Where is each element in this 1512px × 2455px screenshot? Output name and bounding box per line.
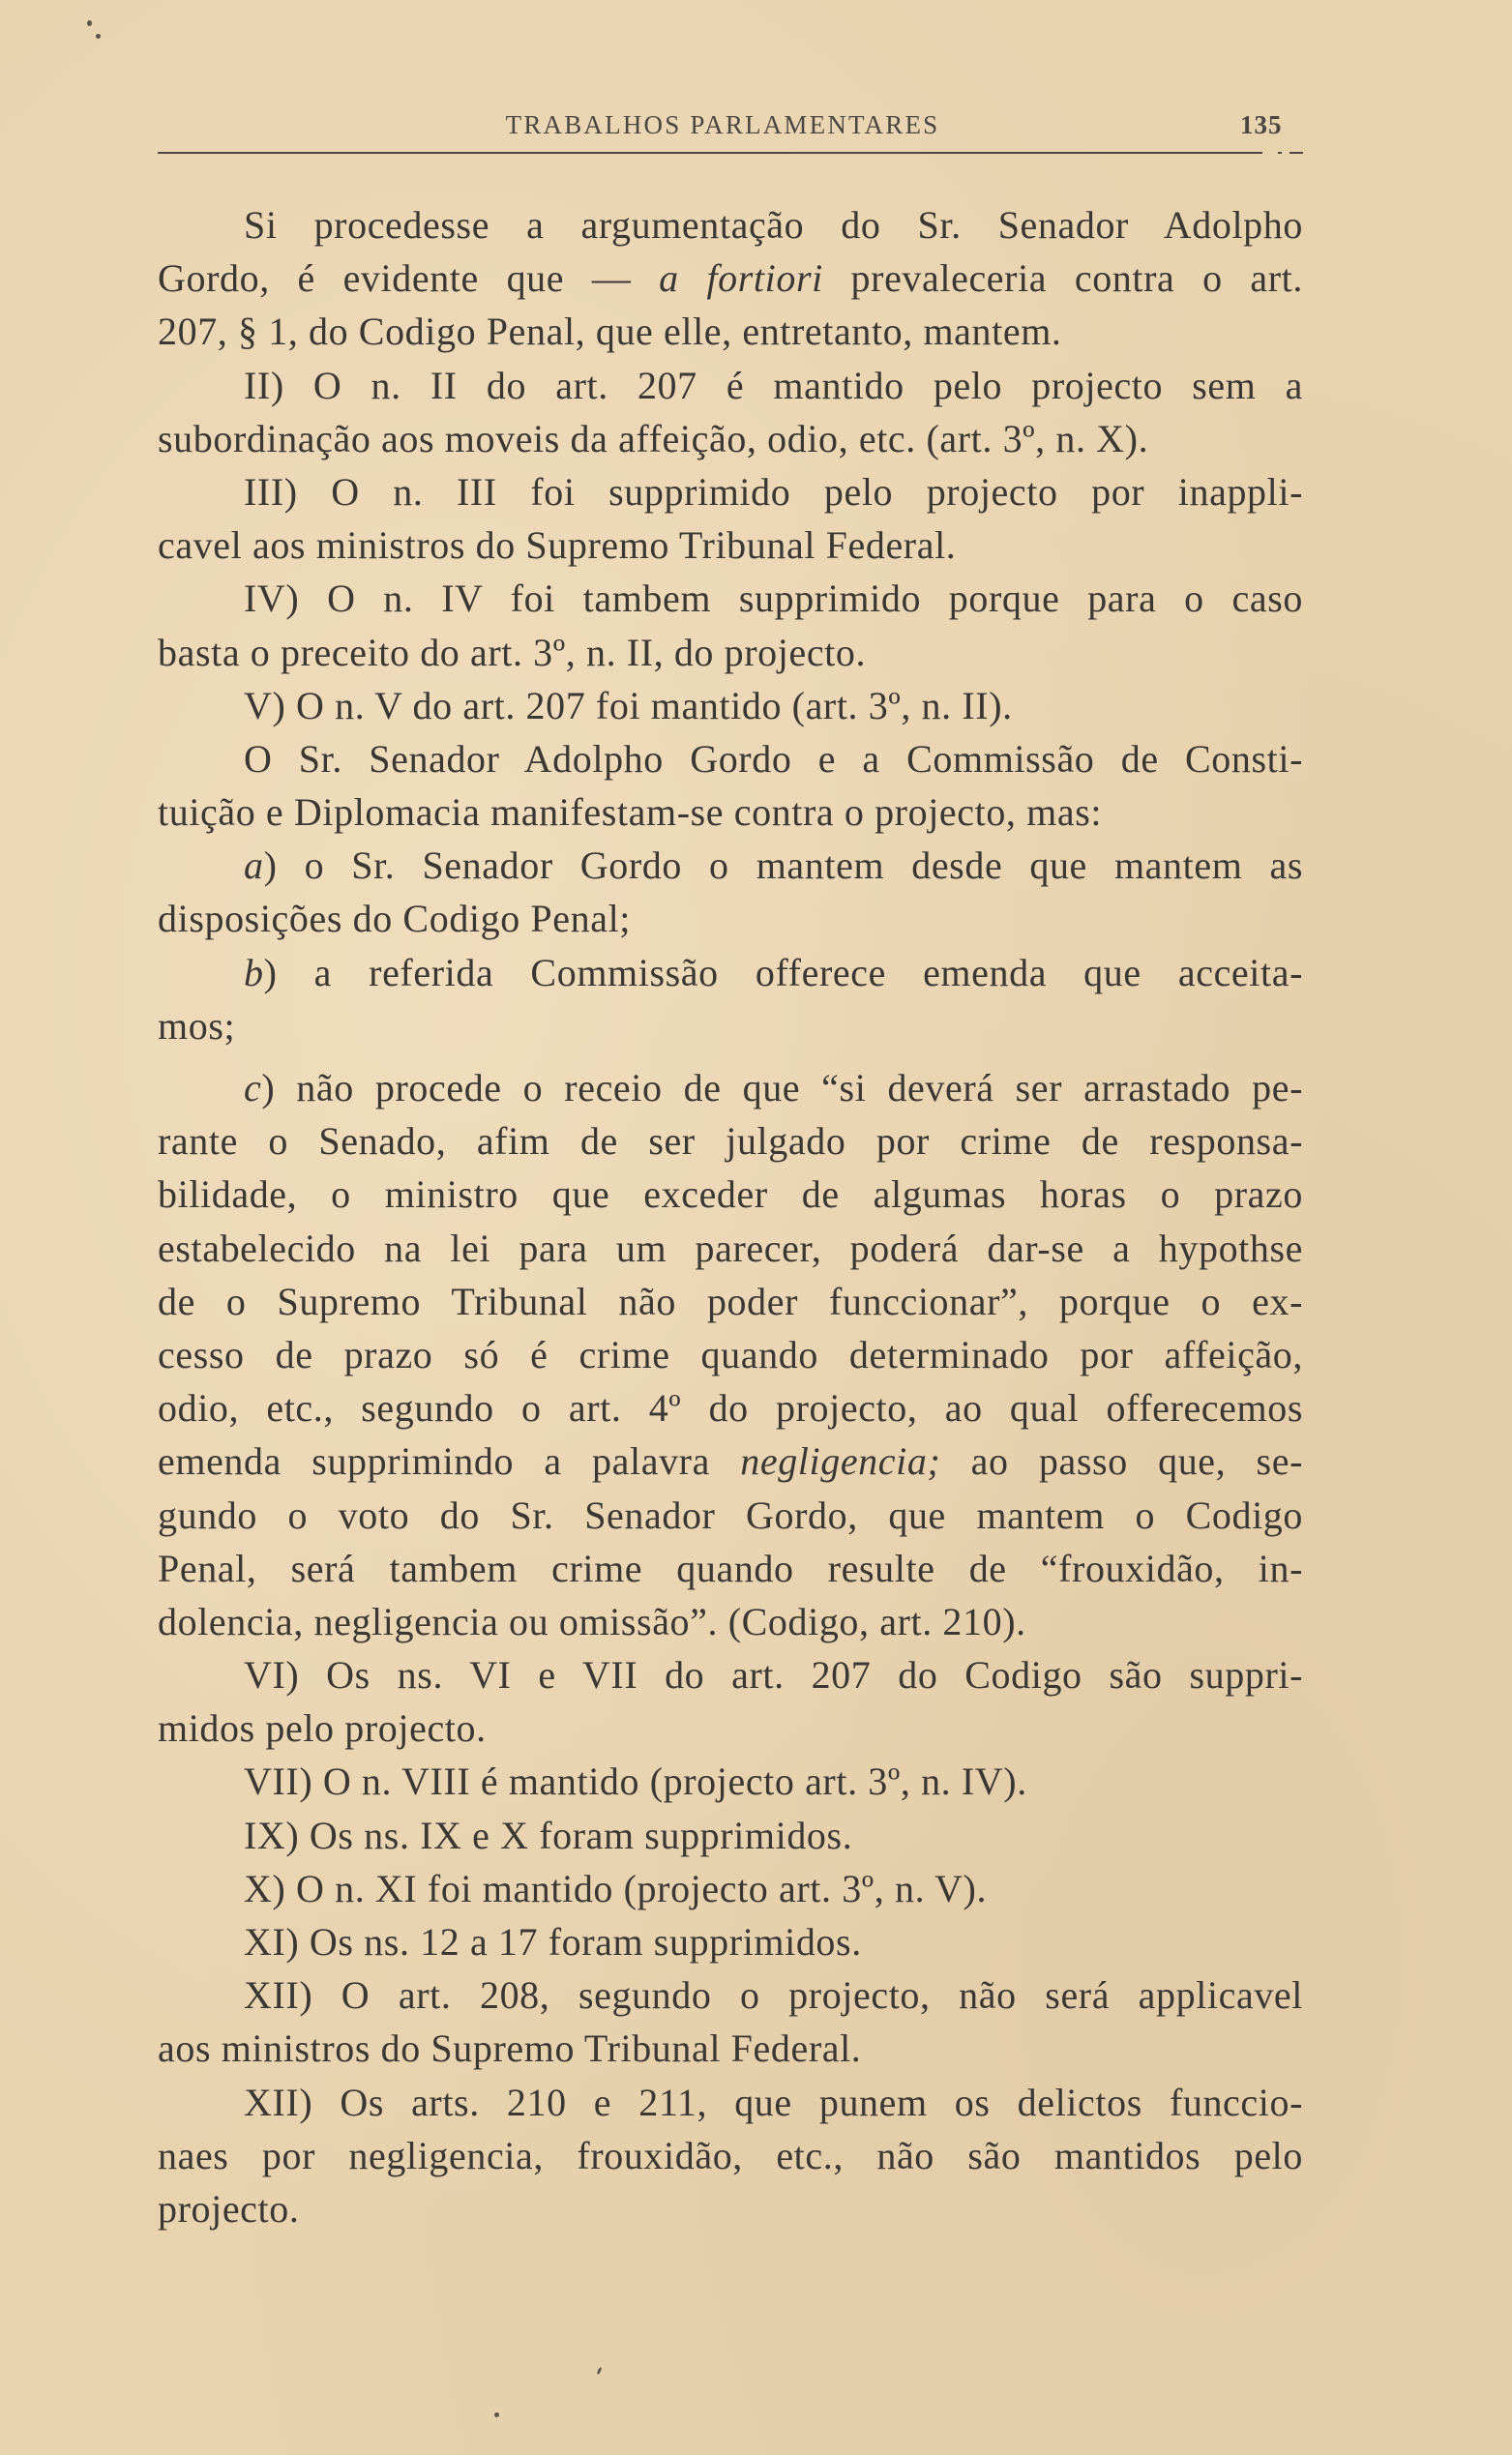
text-line — [158, 1275, 1303, 1328]
running-header — [158, 104, 1303, 147]
text-run: O Sr. Senador Adolpho Gordo e a Commissão de Consti- — [244, 736, 1303, 781]
italic-text: a — [244, 843, 264, 888]
paragraph — [158, 572, 1303, 678]
text-line — [158, 251, 1303, 305]
text-line — [158, 679, 1303, 732]
paragraph — [158, 1061, 1303, 1648]
paragraph — [158, 1915, 1303, 1968]
text-run: aos ministros do Supremo Tribunal Federal. — [158, 2026, 862, 2071]
text-run: prevaleceria contra o art. — [822, 256, 1303, 301]
text-line — [158, 1114, 1303, 1168]
paper-speck — [87, 20, 92, 26]
text-line — [158, 999, 1303, 1052]
header-rule — [158, 152, 1262, 154]
text-run: cesso de prazo só é crime quando determinado por affeição, — [158, 1332, 1303, 1376]
text-run: projecto. — [158, 2186, 300, 2231]
paragraph — [158, 679, 1303, 732]
paragraph — [158, 359, 1303, 465]
text-line — [158, 946, 1303, 999]
text-line — [158, 1755, 1303, 1808]
text-run: midos pelo projecto. — [158, 1706, 487, 1751]
text-line — [158, 1648, 1303, 1701]
paragraph — [158, 1648, 1303, 1755]
text-line — [158, 1168, 1303, 1221]
text-run: VII) O n. VIII é mantido (projecto art. 3º, n. IV). — [244, 1760, 1027, 1804]
text-line — [158, 572, 1303, 625]
text-line — [158, 1701, 1303, 1755]
italic-text: negligencia; — [740, 1439, 941, 1484]
italic-text: a fortiori — [659, 256, 823, 301]
text-run: naes por negligencia, frouxidão, etc., não são mantidos pelo — [158, 2133, 1303, 2177]
text-run: emenda supprimindo a palavra — [158, 1439, 741, 1484]
text-run: Si procedesse a argumentação do Sr. Senador Adolpho — [244, 203, 1303, 247]
text-run: estabelecido na lei para um parecer, poderá dar-se a hypothse — [158, 1226, 1303, 1270]
text-run: mos; — [158, 1003, 236, 1048]
text-run: X) O n. XI foi mantido (projecto art. 3º, n. V). — [244, 1866, 988, 1910]
text-line — [158, 518, 1303, 572]
italic-text: b — [244, 950, 264, 994]
paper-speck — [494, 2412, 499, 2417]
text-line — [158, 2022, 1303, 2075]
text-run: XII) O art. 208, segundo o projecto, não será applicavel — [244, 1973, 1303, 2018]
text-line — [158, 359, 1303, 412]
text-run: IV) O n. IV foi tambem supprimido porque para o caso — [244, 577, 1303, 621]
paragraph — [158, 1809, 1303, 1862]
text-run: 207, § 1, do Codigo Penal, que elle, entretanto, mantem. — [158, 310, 1062, 354]
text-line — [158, 1595, 1303, 1648]
text-line — [158, 626, 1303, 679]
paragraph — [158, 732, 1303, 839]
text-line — [158, 2182, 1303, 2235]
paragraph — [158, 1862, 1303, 1915]
text-run: IX) Os ns. IX e X foram supprimidos. — [244, 1813, 853, 1857]
text-line — [158, 305, 1303, 358]
text-line — [158, 785, 1303, 839]
text-run: subordinação aos moveis da affeição, odio, etc. (art. 3º, n. X). — [158, 416, 1149, 460]
text-run: ) o Sr. Senador Gordo o mantem desde que mantem as — [263, 843, 1303, 888]
text-line — [158, 1381, 1303, 1435]
header-rule-dash — [1290, 152, 1303, 154]
text-run: II) O n. II do art. 207 é mantido pelo projecto sem a — [244, 363, 1303, 407]
paragraph — [158, 839, 1303, 945]
text-line — [158, 2129, 1303, 2182]
paragraph — [158, 465, 1303, 572]
text-run: Penal, será tambem crime quando resulte de “frouxidão, in- — [158, 1546, 1303, 1590]
paragraph — [158, 1755, 1303, 1808]
text-line — [158, 2076, 1303, 2129]
text-run: dolencia, negligencia ou omissão”. (Codigo, art. 210). — [158, 1599, 1026, 1643]
text-run: disposições do Codigo Penal; — [158, 897, 632, 941]
italic-text: c — [244, 1066, 262, 1109]
body-text — [158, 198, 1303, 2235]
text-run: ao passo que, se- — [940, 1439, 1303, 1484]
paragraph — [158, 1968, 1303, 2075]
text-line — [158, 732, 1303, 785]
text-line — [158, 198, 1303, 251]
paragraph — [158, 2076, 1303, 2236]
text-run: basta o preceito do art. 3º, n. II, do projecto. — [158, 630, 867, 674]
text-line — [158, 412, 1303, 465]
text-run: cavel aos ministros do Supremo Tribunal Federal. — [158, 523, 957, 568]
text-run: Gordo, é evidente que — — [158, 256, 660, 301]
text-line — [158, 1328, 1303, 1381]
text-run: tuição e Diplomacia manifestam-se contra o projecto, mas: — [158, 790, 1103, 835]
text-line — [158, 1061, 1303, 1114]
running-title: TRABALHOS PARLAMENTARES — [505, 110, 940, 139]
text-line — [158, 1435, 1303, 1488]
paragraph — [158, 198, 1303, 359]
text-run: rante o Senado, afim de ser julgado por crime de responsa- — [158, 1119, 1303, 1164]
paragraph — [158, 946, 1303, 1052]
text-line — [158, 1542, 1303, 1595]
text-run: XI) Os ns. 12 a 17 foram supprimidos. — [244, 1920, 862, 1964]
text-run: XII) Os arts. 210 e 211, que punem os delictos funccio- — [244, 2080, 1303, 2124]
text-line — [158, 1968, 1303, 2022]
text-line — [158, 465, 1303, 518]
text-run: VI) Os ns. VI e VII do art. 207 do Codigo são suppri- — [244, 1653, 1303, 1698]
text-line — [158, 1862, 1303, 1915]
text-line — [158, 1489, 1303, 1542]
text-line — [158, 892, 1303, 945]
text-line — [158, 839, 1303, 892]
text-run: de o Supremo Tribunal não poder funccionar”, porque o ex- — [158, 1279, 1303, 1323]
paper-speck — [96, 34, 101, 39]
text-run: III) O n. III foi supprimido pelo projecto por inappli- — [244, 469, 1303, 514]
page-number: 135 — [1240, 110, 1283, 139]
header-rule-dot — [1278, 152, 1282, 154]
text-run: ) não procede o receio de que “si deverá ser arrastado pe- — [261, 1066, 1303, 1109]
paper-speck — [596, 2367, 602, 2376]
text-line — [158, 1915, 1303, 1968]
text-run: gundo o voto do Sr. Senador Gordo, que mantem o Codigo — [158, 1493, 1303, 1537]
text-run: V) O n. V do art. 207 foi mantido (art. 3º, n. II). — [244, 683, 1013, 727]
text-run: ) a referida Commissão offerece emenda que acceita- — [263, 950, 1303, 994]
text-run: bilidade, o ministro que exceder de algumas horas o prazo — [158, 1172, 1303, 1217]
text-line — [158, 1809, 1303, 1862]
text-line — [158, 1222, 1303, 1275]
text-run: odio, etc., segundo o art. 4º do projecto, ao qual offerecemos — [158, 1386, 1303, 1431]
